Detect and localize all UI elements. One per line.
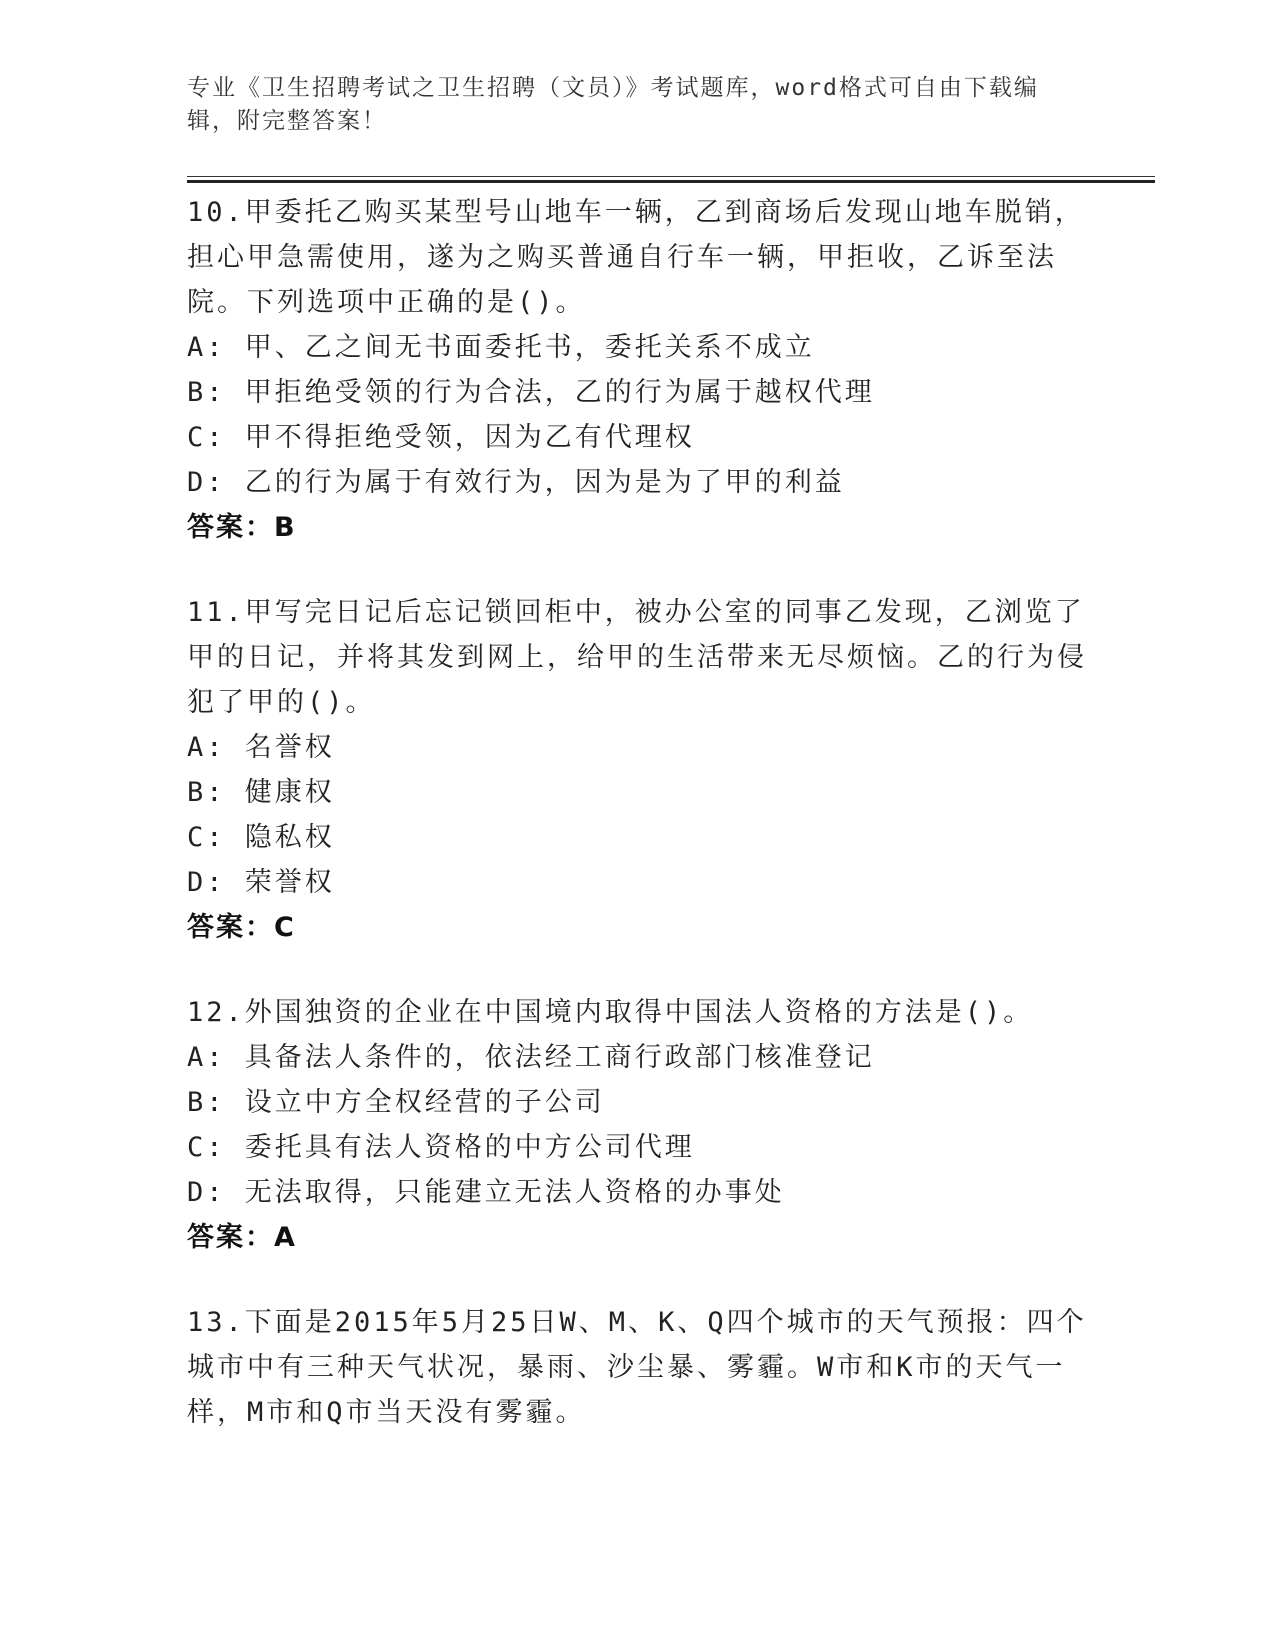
answer-label: 答案： bbox=[187, 912, 274, 943]
question-stem: 12.外国独资的企业在中国境内取得中国法人资格的方法是()。 bbox=[187, 997, 1034, 1028]
question-list bbox=[187, 190, 1087, 1475]
answer-line bbox=[187, 1215, 1087, 1260]
option-c bbox=[187, 815, 1087, 860]
answer-label: 答案： bbox=[187, 512, 274, 543]
option-d bbox=[187, 460, 1087, 505]
option-c bbox=[187, 415, 1087, 460]
document-header: 专业《卫生招聘考试之卫生招聘（文员）》考试题库，word格式可自由下载编辑，附完整答案！ bbox=[187, 75, 1039, 134]
option-letter: C: bbox=[187, 422, 226, 453]
answer-value: A bbox=[274, 1222, 297, 1253]
option-b bbox=[187, 1080, 1087, 1125]
option-text: 具备法人条件的，依法经工商行政部门核准登记 bbox=[244, 1042, 875, 1073]
option-letter: D: bbox=[187, 867, 226, 898]
answer-value: B bbox=[274, 512, 297, 543]
option-text: 荣誉权 bbox=[244, 867, 335, 898]
option-letter: D: bbox=[187, 467, 226, 498]
question-11 bbox=[187, 590, 1087, 950]
option-letter: A: bbox=[187, 1042, 226, 1073]
option-a bbox=[187, 325, 1087, 370]
option-b bbox=[187, 370, 1087, 415]
option-letter: A: bbox=[187, 732, 226, 763]
question-stem: 10.甲委托乙购买某型号山地车一辆，乙到商场后发现山地车脱销，担心甲急需使用，遂为之购买普通自行车一辆，甲拒收，乙诉至法院。下列选项中正确的是()。 bbox=[187, 197, 1085, 318]
answer-line bbox=[187, 505, 1087, 550]
option-text: 隐私权 bbox=[244, 822, 335, 853]
question-stem: 13.下面是2015年5月25日W、M、K、Q四个城市的天气预报：四个城市中有三种天气状况，暴雨、沙尘暴、雾霾。W市和K市的天气一样，M市和Q市当天没有雾霾。 bbox=[187, 1307, 1087, 1428]
option-text: 健康权 bbox=[244, 777, 335, 808]
option-text: 甲不得拒绝受领，因为乙有代理权 bbox=[244, 422, 695, 453]
option-text: 委托具有法人资格的中方公司代理 bbox=[244, 1132, 695, 1163]
option-a bbox=[187, 725, 1087, 770]
option-letter: B: bbox=[187, 1087, 226, 1118]
option-d bbox=[187, 860, 1087, 905]
question-stem: 11.甲写完日记后忘记锁回柜中，被办公室的同事乙发现，乙浏览了甲的日记，并将其发到网上，给甲的生活带来无尽烦恼。乙的行为侵犯了甲的()。 bbox=[187, 597, 1087, 718]
option-letter: D: bbox=[187, 1177, 226, 1208]
option-c bbox=[187, 1125, 1087, 1170]
answer-label: 答案： bbox=[187, 1222, 274, 1253]
question-10 bbox=[187, 190, 1087, 550]
answer-line bbox=[187, 905, 1087, 950]
header-divider-thick bbox=[187, 180, 1155, 183]
option-text: 甲拒绝受领的行为合法，乙的行为属于越权代理 bbox=[244, 377, 875, 408]
option-text: 设立中方全权经营的子公司 bbox=[244, 1087, 605, 1118]
header-divider-thin bbox=[187, 176, 1155, 177]
question-13 bbox=[187, 1300, 1087, 1435]
option-d bbox=[187, 1170, 1087, 1215]
option-text: 无法取得，只能建立无法人资格的办事处 bbox=[244, 1177, 785, 1208]
option-letter: C: bbox=[187, 822, 226, 853]
answer-value: C bbox=[274, 912, 296, 943]
question-12 bbox=[187, 990, 1087, 1260]
option-letter: B: bbox=[187, 377, 226, 408]
option-b bbox=[187, 770, 1087, 815]
option-text: 名誉权 bbox=[244, 732, 335, 763]
option-letter: A: bbox=[187, 332, 226, 363]
option-letter: B: bbox=[187, 777, 226, 808]
option-a bbox=[187, 1035, 1087, 1080]
option-letter: C: bbox=[187, 1132, 226, 1163]
option-text: 甲、乙之间无书面委托书，委托关系不成立 bbox=[244, 332, 815, 363]
option-text: 乙的行为属于有效行为，因为是为了甲的利益 bbox=[244, 467, 845, 498]
